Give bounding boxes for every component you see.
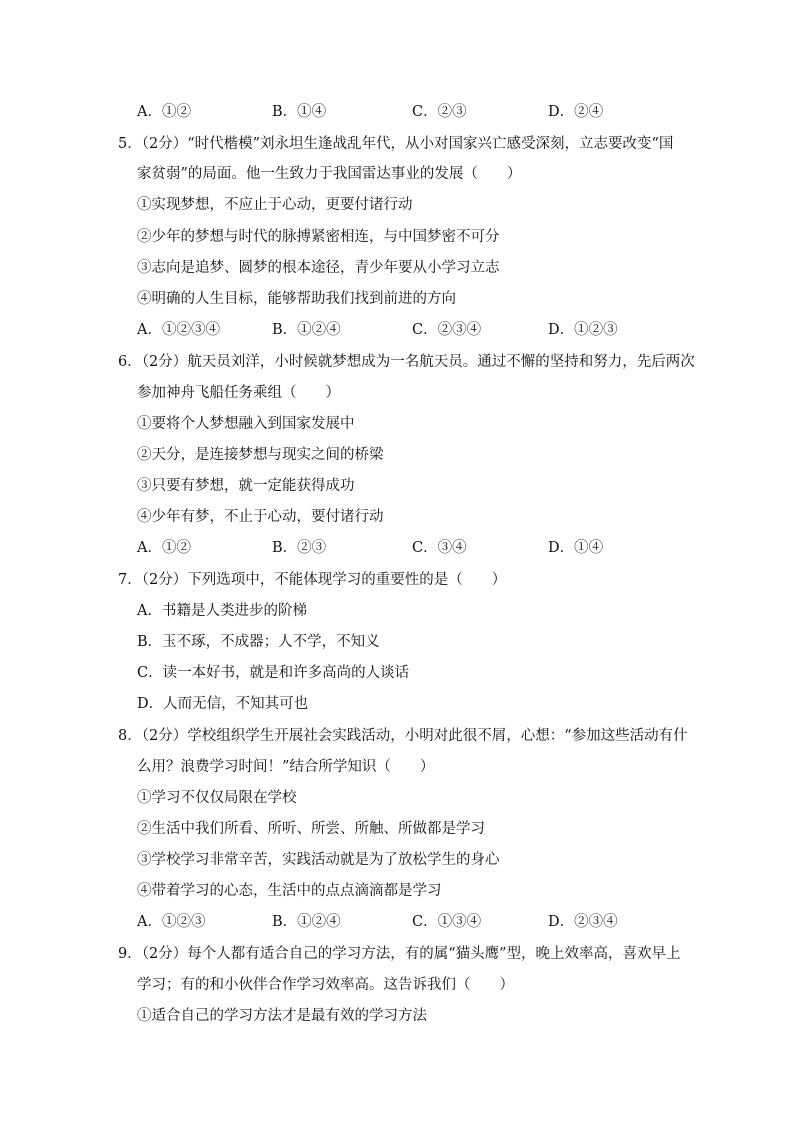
statement-item: ④少年有梦，不止于心动，要付诸行动: [137, 509, 384, 525]
question-stem: 学习；有的和小伙伴合作学习效率高。这告诉我们（ ）: [137, 977, 514, 993]
option-a: A．①②: [137, 540, 191, 556]
option-b: B．①④: [272, 104, 327, 120]
question-stem: 7．（2分）下列选项中，不能体现学习的重要性的是（ ）: [118, 572, 507, 588]
option-d: D．①④: [548, 540, 604, 556]
option-c: C．③④: [412, 540, 467, 556]
statement-item: ①适合自己的学习方法才是最有效的学习方法: [137, 1008, 427, 1024]
statement-item: ②天分，是连接梦想与现实之间的桥梁: [137, 447, 384, 463]
question-stem: 家贫弱”的局面。他一生致力于我国雷达事业的发展（ ）: [137, 166, 522, 182]
statement-item: ④明确的人生目标，能够帮助我们找到前进的方向: [137, 291, 456, 307]
option-c: C．②③④: [412, 322, 482, 338]
option-b: B．①②④: [272, 914, 341, 930]
option-a: A．①②: [137, 104, 191, 120]
option-c: C．①③④: [412, 914, 482, 930]
option-a: A．①②③④: [137, 322, 220, 338]
option-c: C．②③: [412, 104, 467, 120]
option-d: D．①②③: [548, 322, 618, 338]
statement-item: ③学校学习非常辛苦，实践活动就是为了放松学生的身心: [137, 852, 500, 868]
question-stem: 5．（2分）“时代楷模”刘永坦生逢战乱年代，从小对国家兴亡感受深刻，立志要改变“国: [118, 136, 674, 152]
question-stem: 9．（2分）每个人都有适合自己的学习方法，有的属“猫头鹰”型，晚上效率高，喜欢早上: [118, 946, 681, 962]
option-line: D．人而无信，不知其可也: [137, 696, 309, 712]
option-a: A．①②③: [137, 914, 206, 930]
statement-item: ①学习不仅仅局限在学校: [137, 790, 297, 806]
question-stem: 么用？浪费学习时间！”结合所学知识（ ）: [137, 759, 435, 775]
statement-item: ①实现梦想，不应止于心动，更要付诸行动: [137, 197, 413, 213]
statement-item: ②少年的梦想与时代的脉搏紧密相连，与中国梦密不可分: [137, 229, 500, 245]
option-b: B．②③: [272, 540, 327, 556]
question-stem: 8．（2分）学校组织学生开展社会实践活动，小明对此很不屑，心想：“参加这些活动有什: [118, 728, 688, 744]
statement-item: ③只要有梦想，就一定能获得成功: [137, 478, 355, 494]
statement-item: ②生活中我们所看、所听、所尝、所触、所做都是学习: [137, 821, 485, 837]
option-line: C．读一本好书，就是和许多高尚的人谈话: [137, 665, 410, 681]
option-line: A．书籍是人类进步的阶梯: [137, 603, 307, 619]
option-b: B．①②④: [272, 322, 341, 338]
option-line: B．玉不琢，不成器；人不学，不知义: [137, 634, 380, 650]
question-stem: 6．（2分）航天员刘洋，小时候就梦想成为一名航天员。通过不懈的坚持和努力，先后两次: [118, 354, 695, 370]
statement-item: ③志向是追梦、圆梦的根本途径，青少年要从小学习立志: [137, 260, 500, 276]
option-d: D．②③④: [548, 914, 618, 930]
option-d: D．②④: [548, 104, 604, 120]
statement-item: ①要将个人梦想融入到国家发展中: [137, 416, 355, 432]
statement-item: ④带着学习的心态，生活中的点点滴滴都是学习: [137, 883, 442, 899]
question-stem: 参加神舟飞船任务乘组（ ）: [137, 385, 340, 401]
